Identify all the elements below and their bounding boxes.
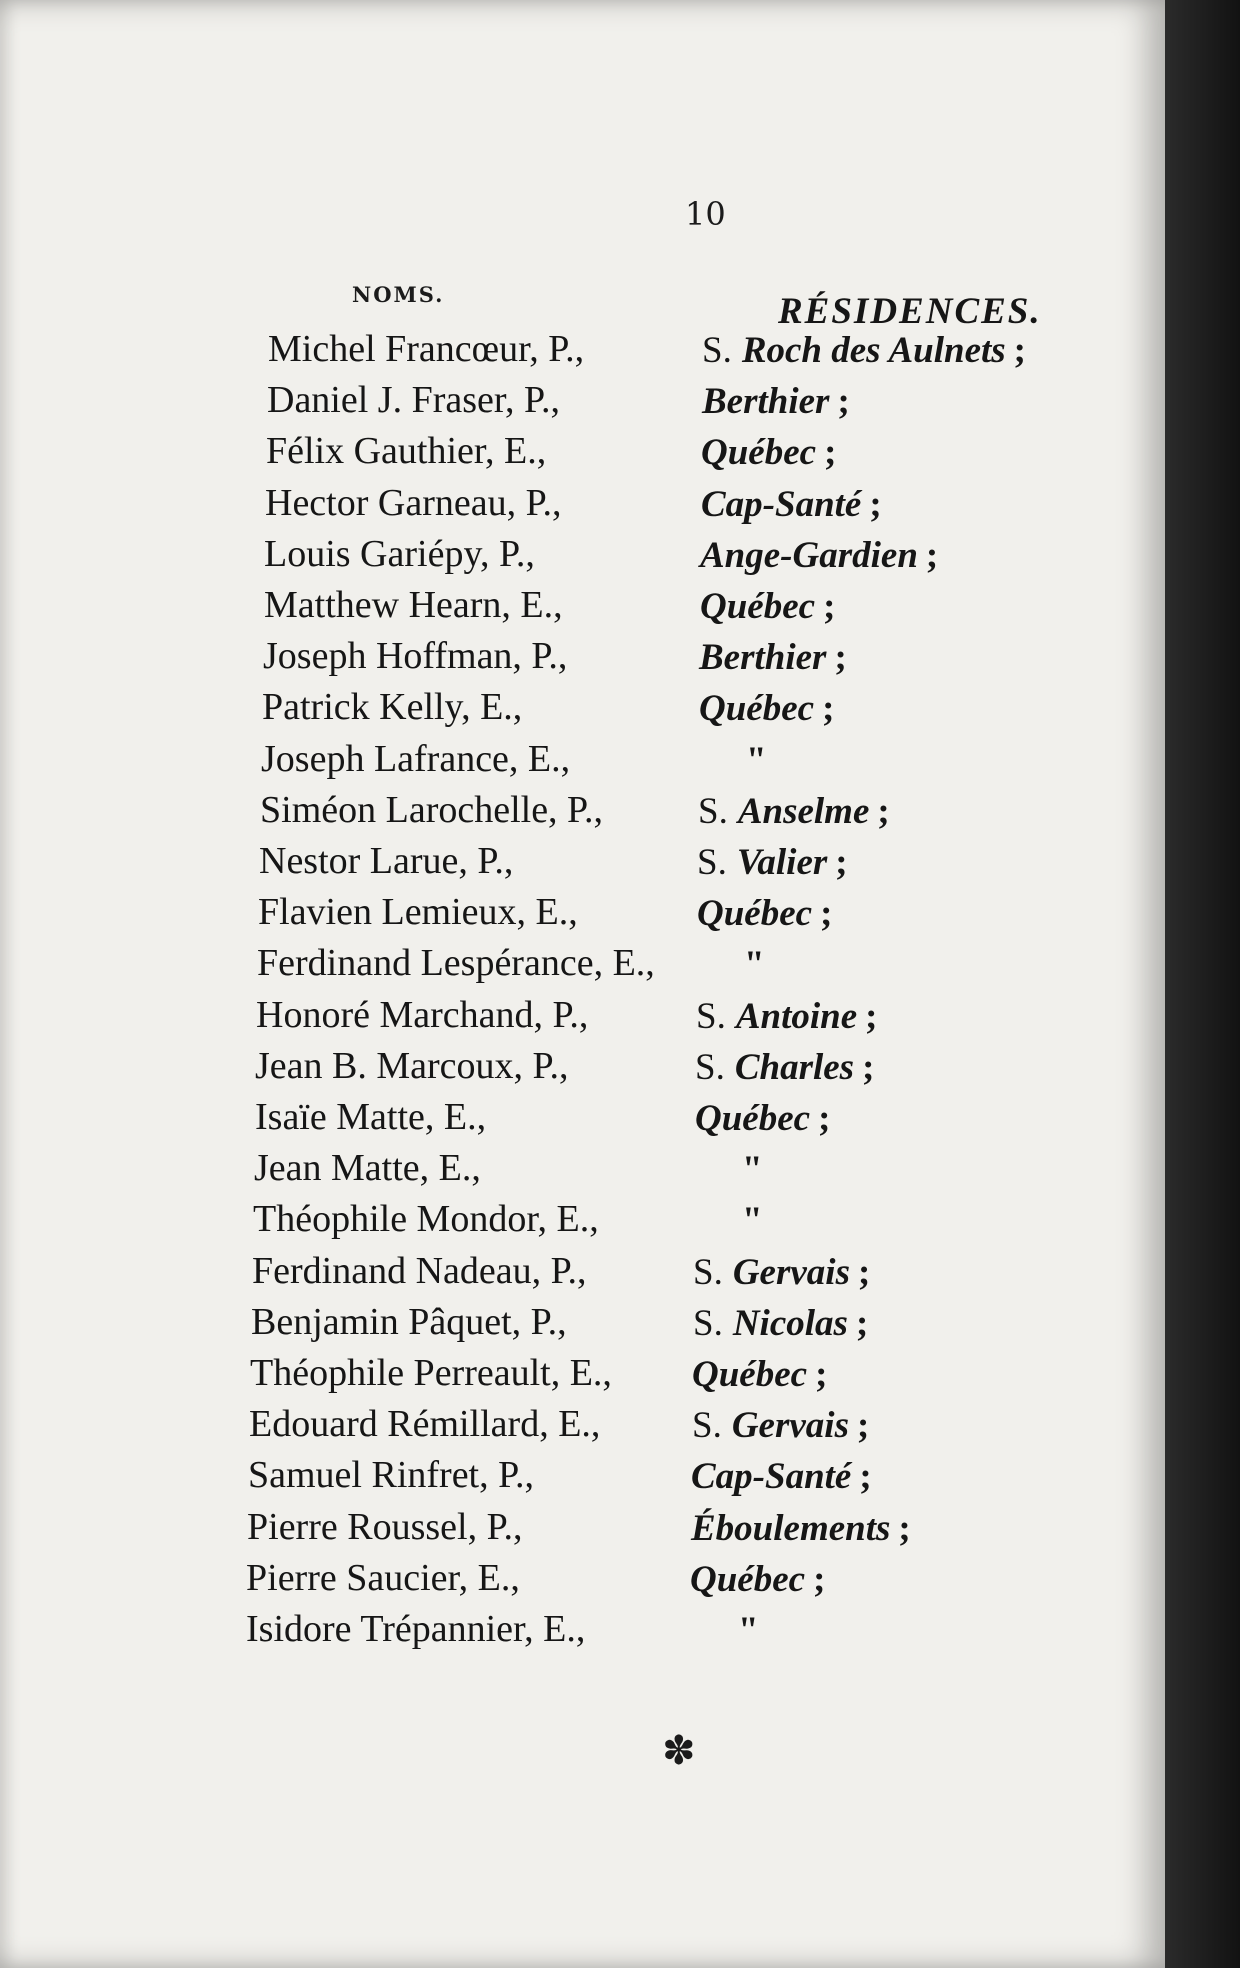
column-header-names: NOMS. [352,282,445,307]
residence-punctuation: ; [898,1508,911,1549]
entry-residence [699,639,847,676]
entry-name: Flavien Lemieux, E., [258,891,578,933]
residence-prefix: S. [693,1252,723,1293]
entry-residence [691,1458,872,1495]
entry-residence [696,998,877,1035]
residence-prefix: S. [695,1047,725,1088]
residence-punctuation: ; [820,893,833,934]
residence-place: " [744,944,765,985]
residence-place: Québec [695,1098,811,1139]
residence-place: Ange-Gardien [700,535,918,576]
entry-name: Isaïe Matte, E., [255,1096,487,1138]
entry-residence [697,844,848,881]
entry-name: Daniel J. Fraser, P., [267,379,560,421]
entry-name: Joseph Hoffman, P., [263,635,568,677]
residence-place: Valier [736,842,828,883]
residence-place: Berthier [699,637,827,678]
entry-residence [691,1510,911,1547]
residence-punctuation: ; [834,637,847,678]
residence-punctuation: ; [862,1047,875,1088]
residence-punctuation: ; [822,688,835,729]
entry-residence [697,895,832,932]
entry-name: Théophile Mondor, E., [253,1198,599,1240]
entry-name: Joseph Lafrance, E., [261,738,571,780]
residence-place: Québec [701,432,817,473]
residence-prefix: S. [702,330,732,371]
residence-place: " [738,1610,759,1651]
entry-residence [695,1049,874,1086]
entry-name: Hector Garneau, P., [265,482,562,524]
entry-residence [699,690,834,727]
entry-name: Pierre Roussel, P., [247,1506,523,1548]
residence-punctuation: ; [859,1456,872,1497]
residence-place: Antoine [735,996,858,1037]
residence-prefix: S. [692,1405,722,1446]
residence-place: Éboulements [691,1508,891,1549]
residence-place: Québec [699,688,815,729]
residence-place: Gervais [731,1405,849,1446]
residence-punctuation: ; [855,1303,869,1344]
entry-residence [690,1561,825,1598]
residence-place: Québec [700,586,816,627]
page-number: 10 [685,195,726,233]
entry-name: Pierre Saucier, E., [246,1557,520,1599]
entry-name: Siméon Larochelle, P., [260,789,603,831]
entry-residence [693,1305,868,1342]
residence-prefix: S. [698,791,728,832]
entry-name: Matthew Hearn, E., [264,584,563,626]
entry-residence [696,946,765,983]
entry-residence [701,486,882,523]
residence-punctuation: ; [856,1405,870,1446]
residence-place: " [746,740,767,781]
book-page-edge [1165,0,1240,1968]
residence-prefix: S. [693,1303,723,1344]
residence-place: Gervais [732,1252,850,1293]
residence-place: Nicolas [732,1303,848,1344]
residence-prefix: S. [697,842,727,883]
entry-name: Michel Francœur, P., [268,328,585,370]
entry-name: Honoré Marchand, P., [256,994,589,1036]
entry-residence [694,1202,763,1239]
entry-name: Samuel Rinfret, P., [248,1454,535,1496]
entry-name: Théophile Perreault, E., [250,1352,612,1394]
entry-residence [694,1151,763,1188]
entry-name: Louis Gariépy, P., [264,533,535,575]
entry-residence [692,1356,827,1393]
entry-residence [702,383,850,420]
entry-residence [700,537,938,574]
entry-name: Jean Matte, E., [254,1147,481,1189]
entry-residence [698,793,890,830]
residence-place: Berthier [702,381,830,422]
entry-name: Ferdinand Lespérance, E., [257,942,655,984]
entry-residence [700,588,835,625]
entry-name: Benjamin Pâquet, P., [251,1301,567,1343]
entry-name: Nestor Larue, P., [259,840,514,882]
residence-punctuation: ; [837,381,850,422]
residence-place: Québec [697,893,813,934]
ornament-icon: ✽ [662,1728,696,1774]
entry-name: Patrick Kelly, E., [262,686,523,728]
entry-residence [693,1254,870,1291]
residence-punctuation: ; [815,1354,828,1395]
residence-punctuation: ; [857,1252,871,1293]
entry-residence [698,742,767,779]
residence-punctuation: ; [1013,330,1026,371]
residence-place: " [742,1200,763,1241]
residence-place: Charles [734,1047,855,1088]
entry-residence [701,434,836,471]
column-header-residences: RÉSIDENCES. [778,291,1042,332]
entry-residence [702,332,1026,369]
residence-punctuation: ; [813,1559,826,1600]
residence-place: " [742,1149,763,1190]
entry-name: Edouard Rémillard, E., [249,1403,601,1445]
entry-name: Jean B. Marcoux, P., [255,1045,569,1087]
residence-punctuation: ; [823,586,836,627]
residence-punctuation: ; [865,996,878,1037]
residence-place: Québec [692,1354,808,1395]
entry-residence [695,1100,830,1137]
residence-place: Cap-Santé [701,484,862,525]
residence-punctuation: ; [835,842,848,883]
residence-punctuation: ; [925,535,939,576]
residence-punctuation: ; [824,432,837,473]
residence-punctuation: ; [869,484,882,525]
residence-place: Roch des Aulnets [741,330,1006,371]
entry-name: Félix Gauthier, E., [266,430,547,472]
residence-place: Cap-Santé [691,1456,852,1497]
residence-place: Québec [690,1559,806,1600]
residence-prefix: S. [696,996,726,1037]
residence-punctuation: ; [818,1098,831,1139]
residence-place: Anselme [737,791,870,832]
entry-name: Ferdinand Nadeau, P., [252,1250,587,1292]
residence-punctuation: ; [877,791,890,832]
entry-name: Isidore Trépannier, E., [246,1608,586,1650]
entry-residence [690,1612,759,1649]
entry-residence [692,1407,869,1444]
